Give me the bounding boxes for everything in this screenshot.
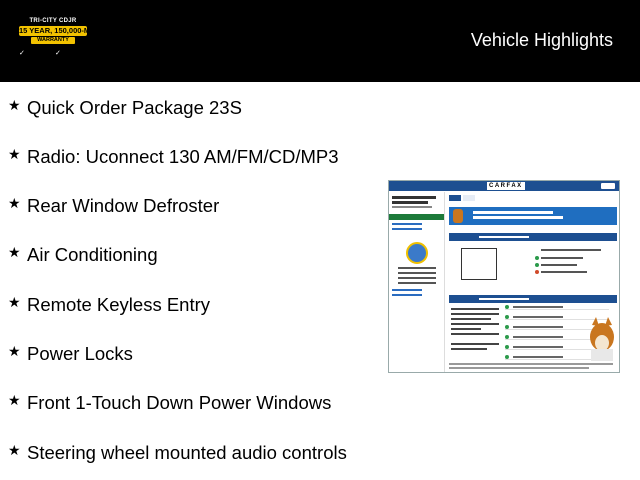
star-icon: ★	[8, 196, 21, 212]
feature-label: Remote Keyless Entry	[27, 294, 211, 315]
star-icon: ★	[8, 295, 21, 311]
star-icon: ★	[8, 147, 21, 163]
history-value-bar	[449, 233, 617, 241]
help-button-shape	[601, 183, 615, 189]
carfox-icon	[453, 209, 463, 223]
star-icon: ★	[8, 245, 21, 261]
carfax-tabs	[449, 195, 617, 201]
dealer-warranty-logo[interactable]	[19, 18, 102, 58]
feature-label: Radio: Uconnect 130 AM/FM/CD/MP3	[27, 146, 339, 167]
carfox-mascot-icon	[587, 315, 617, 363]
logo-warranty-label: WARRANTY	[31, 37, 75, 44]
feature-label: Quick Order Package 23S	[27, 97, 242, 118]
header-bar	[0, 0, 640, 82]
tick-icon: ✓	[55, 50, 61, 57]
tick-icon: ✓	[19, 50, 25, 57]
carfax-report-thumbnail[interactable]	[388, 180, 620, 373]
vehicle-history-bar	[449, 295, 617, 303]
feature-label: Air Conditioning	[27, 244, 158, 265]
vehicle-image-placeholder	[461, 248, 497, 280]
carfax-badge-icon	[406, 242, 428, 264]
logo-warranty-terms: 15 YEAR, 150,000-MILE	[19, 26, 102, 35]
history-summary	[449, 245, 617, 293]
feature-label: Power Locks	[27, 343, 133, 364]
star-icon: ★	[8, 393, 21, 409]
star-icon: ★	[8, 98, 21, 114]
vehicle-spec-column	[449, 305, 501, 367]
logo-dealer-name: TRI-CITY CDJR	[29, 18, 77, 24]
carfax-top-bar	[389, 181, 619, 191]
logo-ticks	[19, 49, 87, 58]
carfax-sidebar	[389, 192, 445, 372]
star-icon: ★	[8, 443, 21, 459]
feature-label: Rear Window Defroster	[27, 195, 220, 216]
feature-label: Steering wheel mounted audio controls	[27, 442, 347, 463]
star-icon: ★	[8, 344, 21, 360]
page-title: Vehicle Highlights	[470, 30, 613, 50]
carfax-logo: CARFAX	[489, 183, 523, 189]
carfax-banner	[449, 207, 617, 225]
sidebar-active-item	[389, 214, 444, 220]
feature-label: Front 1-Touch Down Power Windows	[27, 392, 332, 413]
